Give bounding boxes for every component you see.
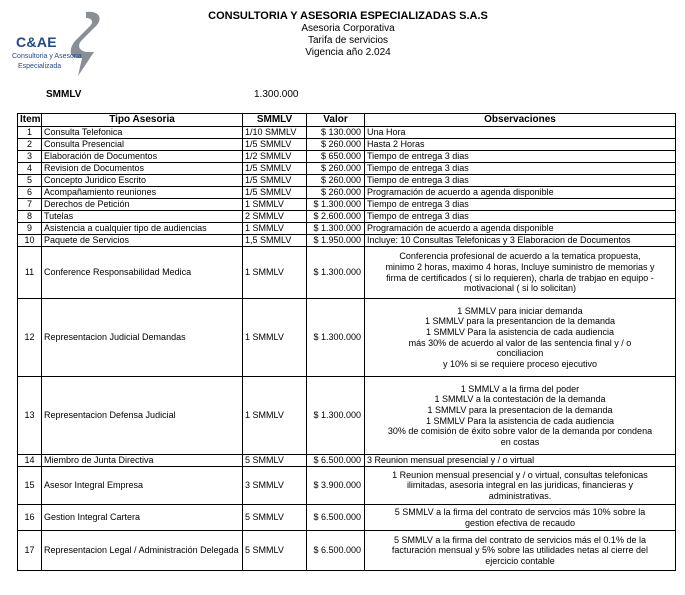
cell-observaciones <box>365 199 676 211</box>
cell-item: 14 <box>18 455 42 467</box>
cell-smmlv: 3 SMMLV <box>243 467 307 505</box>
cell-item: 8 <box>18 211 42 223</box>
observation-line: 1 SMMLV Para la asistencia de cada audiencia <box>426 326 614 337</box>
cell-smmlv: 1/5 SMMLV <box>243 187 307 199</box>
header-item: Item <box>18 114 42 127</box>
table-row <box>18 127 676 139</box>
cell-tipo-asesoria: Elaboración de Documentos <box>42 151 243 163</box>
cell-observaciones <box>365 175 676 187</box>
cell-valor: $ 6.500.000 <box>307 455 365 467</box>
cell-tipo-asesoria: Asistencia a cualquier tipo de audiencias <box>42 223 243 235</box>
cell-valor: $ 650.000 <box>307 151 365 163</box>
table-row <box>18 163 676 175</box>
company-name: CONSULTORIA Y ASESORIA ESPECIALIZADAS S.A.S <box>208 10 488 22</box>
observation-line: minimo 2 horas, maximo 4 horas, Incluye suministro de memorias y <box>385 261 655 272</box>
observation-line: en costas <box>500 436 540 447</box>
cell-item: 2 <box>18 139 42 151</box>
observation-line: más 30% de acuerdo al valor de las sentencia final y / o <box>408 337 632 348</box>
observation-line: 30% de comisión de éxito sobre valor de la demanda por condena <box>387 426 653 437</box>
cell-observaciones <box>365 127 676 139</box>
cell-valor: $ 1.300.000 <box>307 377 365 455</box>
table-row <box>18 247 676 299</box>
cell-tipo-asesoria: Representacion Legal / Administración Delegada <box>42 531 243 571</box>
cell-item: 10 <box>18 235 42 247</box>
observation-line: 1 SMMLV Para la asistencia de cada audiencia <box>426 415 614 426</box>
cell-item: 6 <box>18 187 42 199</box>
table-row <box>18 223 676 235</box>
observation-line: ejercicio contable <box>485 555 555 566</box>
observation-line: 1 SMMLV para iniciar demanda <box>457 305 583 316</box>
observation-line: Tiempo de entrega 3 dias <box>367 211 469 222</box>
header-observaciones: Observaciones <box>365 114 676 127</box>
services-rate-table <box>17 113 676 571</box>
company-logo <box>6 8 106 88</box>
cell-tipo-asesoria: Representacion Defensa Judicial <box>42 377 243 455</box>
cell-item: 9 <box>18 223 42 235</box>
cell-valor: $ 260.000 <box>307 175 365 187</box>
cell-smmlv: 1 SMMLV <box>243 377 307 455</box>
header-tipo-asesoria: Tipo Asesoria <box>42 114 243 127</box>
observation-line: 3 Reunion mensual presencial y / o virtual <box>367 455 535 466</box>
table-row <box>18 531 676 571</box>
cell-valor: $ 260.000 <box>307 163 365 175</box>
observation-line: conciliacion <box>496 348 544 359</box>
cell-smmlv: 1 SMMLV <box>243 223 307 235</box>
logo-abbreviation: C&AE <box>16 34 57 50</box>
observation-line: administrativas. <box>488 490 552 501</box>
cell-observaciones <box>365 139 676 151</box>
cell-smmlv: 2 SMMLV <box>243 211 307 223</box>
cell-observaciones <box>365 377 676 455</box>
cell-valor: $ 130.000 <box>307 127 365 139</box>
logo-tagline-2: Especializada <box>18 63 62 70</box>
observation-line: Incluye: 10 Consultas Telefonicas y 3 Elaboracion de Documentos <box>367 235 631 246</box>
cell-smmlv: 5 SMMLV <box>243 505 307 531</box>
cell-valor: $ 1.300.000 <box>307 223 365 235</box>
cell-item: 11 <box>18 247 42 299</box>
cell-observaciones <box>365 223 676 235</box>
observation-line: gestion efectiva de recaudo <box>464 517 576 528</box>
observation-line: Programación de acuerdo a agenda disponible <box>367 187 554 198</box>
cell-valor: $ 1.300.000 <box>307 247 365 299</box>
header-valor: Valor <box>307 114 365 127</box>
cell-observaciones <box>365 247 676 299</box>
observation-line: Tiempo de entrega 3 dias <box>367 163 469 174</box>
cell-tipo-asesoria: Conference Responsabilidad Medica <box>42 247 243 299</box>
table-row <box>18 505 676 531</box>
table-row <box>18 211 676 223</box>
cell-item: 16 <box>18 505 42 531</box>
header-validity: Vigencia año 2.024 <box>305 47 391 58</box>
cell-smmlv: 1 SMMLV <box>243 199 307 211</box>
cell-smmlv: 1 SMMLV <box>243 299 307 377</box>
cell-observaciones <box>365 505 676 531</box>
table-row <box>18 151 676 163</box>
cell-observaciones <box>365 163 676 175</box>
cell-observaciones <box>365 211 676 223</box>
cell-valor: $ 2.600.000 <box>307 211 365 223</box>
observation-line: 5 SMMLV a la firma del contrato de servcios más 10% sobre la <box>394 506 646 517</box>
cell-smmlv: 1,5 SMMLV <box>243 235 307 247</box>
table-row <box>18 139 676 151</box>
cell-observaciones <box>365 299 676 377</box>
smmlv-label: SMMLV <box>46 89 82 100</box>
header-subtitle: Asesoria Corporativa <box>301 23 395 34</box>
cell-valor: $ 6.500.000 <box>307 531 365 571</box>
cell-tipo-asesoria: Gestion Integral Cartera <box>42 505 243 531</box>
cell-tipo-asesoria: Representacion Judicial Demandas <box>42 299 243 377</box>
cell-observaciones <box>365 235 676 247</box>
observation-line: y 10% si se requiere proceso ejecutivo <box>442 358 598 369</box>
cell-smmlv: 1/5 SMMLV <box>243 139 307 151</box>
observation-line: facturación mensual y 5% sobre las utilidades netas al cierre del <box>391 545 649 556</box>
header-smmlv: SMMLV <box>243 114 307 127</box>
table-row <box>18 187 676 199</box>
table-row <box>18 299 676 377</box>
cell-valor: $ 6.500.000 <box>307 505 365 531</box>
cell-item: 15 <box>18 467 42 505</box>
cell-item: 4 <box>18 163 42 175</box>
cell-tipo-asesoria: Revision de Documentos <box>42 163 243 175</box>
cell-smmlv: 1/5 SMMLV <box>243 163 307 175</box>
observation-line: Tiempo de entrega 3 dias <box>367 151 469 162</box>
observation-line: Programación de acuerdo a agenda disponible <box>367 223 554 234</box>
cell-smmlv: 1/5 SMMLV <box>243 175 307 187</box>
observation-line: motivacional ( si lo solicitan) <box>463 283 577 294</box>
table-row <box>18 175 676 187</box>
cell-observaciones <box>365 187 676 199</box>
observation-line: 1 SMMLV para la presentacion de la demanda <box>427 404 613 415</box>
logo-tagline-1: Consultoria y Asesoria <box>12 53 82 60</box>
document-header <box>150 10 546 59</box>
cell-item: 7 <box>18 199 42 211</box>
cell-item: 12 <box>18 299 42 377</box>
observation-line: Tiempo de entrega 3 dias <box>367 199 469 210</box>
cell-valor: $ 3.900.000 <box>307 467 365 505</box>
cell-tipo-asesoria: Consulta Telefonica <box>42 127 243 139</box>
observation-line: 1 SMMLV a la contestación de la demanda <box>434 394 606 405</box>
cell-observaciones <box>365 455 676 467</box>
cell-smmlv: 5 SMMLV <box>243 531 307 571</box>
header-document-type: Tarifa de servicios <box>307 35 389 46</box>
table-row <box>18 377 676 455</box>
table-header-row <box>18 114 676 127</box>
cell-tipo-asesoria: Asesor Integral Empresa <box>42 467 243 505</box>
cell-smmlv: 5 SMMLV <box>243 455 307 467</box>
cell-item: 3 <box>18 151 42 163</box>
cell-tipo-asesoria: Derechos de Petición <box>42 199 243 211</box>
observation-line: Una Hora <box>367 127 406 138</box>
observation-line: firma de certificados ( si lo requieren), charla de trabjao en equipo - <box>386 272 654 283</box>
cell-smmlv: 1/10 SMMLV <box>243 127 307 139</box>
cell-item: 17 <box>18 531 42 571</box>
observation-line: Hasta 2 Horas <box>367 139 425 150</box>
cell-observaciones <box>365 151 676 163</box>
table-row <box>18 455 676 467</box>
table-body <box>18 127 676 571</box>
cell-smmlv: 1/2 SMMLV <box>243 151 307 163</box>
observation-line: 5 SMMLV a la firma del contrato de servicios más el 0.1% de la <box>394 534 646 545</box>
observation-line: Tiempo de entrega 3 dias <box>367 175 469 186</box>
cell-tipo-asesoria: Paquete de Servicios <box>42 235 243 247</box>
cell-valor: $ 260.000 <box>307 187 365 199</box>
cell-tipo-asesoria: Consulta Presencial <box>42 139 243 151</box>
cell-smmlv: 1 SMMLV <box>243 247 307 299</box>
cell-valor: $ 1.300.000 <box>307 299 365 377</box>
table-row <box>18 467 676 505</box>
cell-tipo-asesoria: Concepto Juridico Escrito <box>42 175 243 187</box>
observation-line: 1 Reunion mensual presencial y / o virtual, consultas telefonicas <box>392 469 648 480</box>
observation-line: 1 SMMLV para la presentancion de la demanda <box>425 316 615 327</box>
observation-line: Conferencia profesional de acuerdo a la tematica propuesta, <box>399 251 641 262</box>
table-row <box>18 199 676 211</box>
cell-item: 13 <box>18 377 42 455</box>
observation-line: ilimitadas, asesoria integral en las juridicas, financieras y <box>406 480 634 491</box>
cell-tipo-asesoria: Acompañamiento reuniones <box>42 187 243 199</box>
cell-item: 5 <box>18 175 42 187</box>
logo-swoosh-icon <box>68 8 108 78</box>
cell-observaciones <box>365 467 676 505</box>
cell-tipo-asesoria: Miembro de Junta Directiva <box>42 455 243 467</box>
cell-tipo-asesoria: Tutelas <box>42 211 243 223</box>
observation-line: 1 SMMLV a la firma del poder <box>460 383 580 394</box>
cell-valor: $ 260.000 <box>307 139 365 151</box>
cell-valor: $ 1.300.000 <box>307 199 365 211</box>
cell-item: 1 <box>18 127 42 139</box>
smmlv-value: 1.300.000 <box>254 89 299 100</box>
cell-observaciones <box>365 531 676 571</box>
table-row <box>18 235 676 247</box>
cell-valor: $ 1.950.000 <box>307 235 365 247</box>
